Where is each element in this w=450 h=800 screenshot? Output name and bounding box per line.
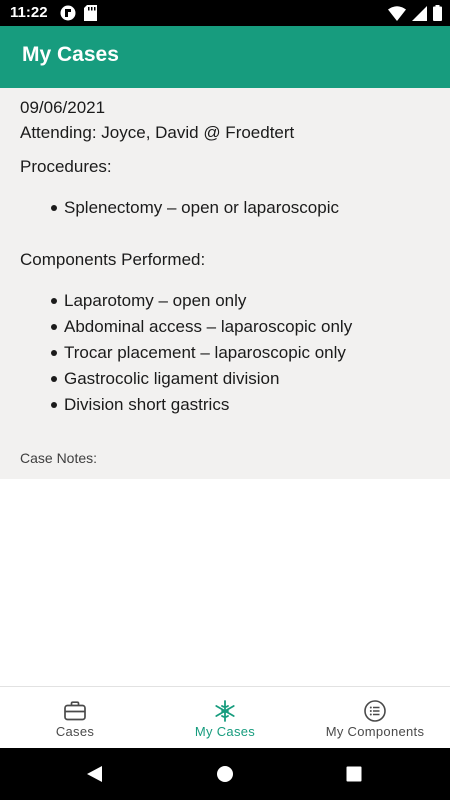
bullet-icon	[51, 324, 57, 330]
app-title: My Cases	[22, 43, 119, 66]
recents-icon[interactable]	[346, 766, 362, 782]
sd-card-icon	[84, 5, 97, 21]
component-item: Abdominal access – laparoscopic only	[64, 317, 353, 336]
app-bar	[0, 26, 450, 88]
signal-icon	[412, 6, 427, 21]
bullet-icon	[51, 402, 57, 408]
bottom-navigation	[0, 686, 450, 748]
battery-icon	[433, 5, 442, 21]
status-bar	[0, 0, 450, 26]
case-notes-label: Case Notes:	[20, 450, 98, 466]
bullet-icon	[51, 205, 57, 211]
app-notification-icon	[60, 5, 76, 21]
back-icon[interactable]	[85, 765, 103, 783]
system-navigation-bar	[0, 748, 450, 800]
component-item: Laparotomy – open only	[64, 291, 247, 310]
component-item: Division short gastrics	[64, 395, 230, 414]
bullet-icon	[51, 298, 57, 304]
bullet-icon	[51, 376, 57, 382]
home-icon[interactable]	[216, 765, 234, 783]
wifi-icon	[388, 6, 406, 21]
nav-item-my-cases[interactable]	[150, 687, 300, 749]
medical-star-icon	[213, 699, 237, 723]
procedures-heading: Procedures:	[20, 157, 112, 176]
component-item: Trocar placement – laparoscopic only	[64, 343, 346, 362]
procedure-item: Splenectomy – open or laparoscopic	[64, 198, 339, 217]
case-attending: Attending: Joyce, David @ Froedtert	[20, 123, 295, 142]
components-heading: Components Performed:	[20, 250, 206, 269]
nav-label-my-cases: My Cases	[194, 724, 256, 739]
briefcase-icon	[63, 699, 87, 723]
component-item: Gastrocolic ligament division	[64, 369, 280, 388]
nav-item-my-components[interactable]	[300, 687, 450, 749]
nav-item-cases[interactable]	[0, 687, 150, 749]
bullet-icon	[51, 350, 57, 356]
list-icon	[363, 699, 387, 723]
case-date: 09/06/2021	[20, 98, 106, 117]
nav-label-my-components: My Components	[325, 724, 425, 739]
case-detail	[0, 88, 450, 479]
nav-label-cases: Cases	[55, 724, 95, 739]
status-time: 11:22	[10, 4, 48, 21]
